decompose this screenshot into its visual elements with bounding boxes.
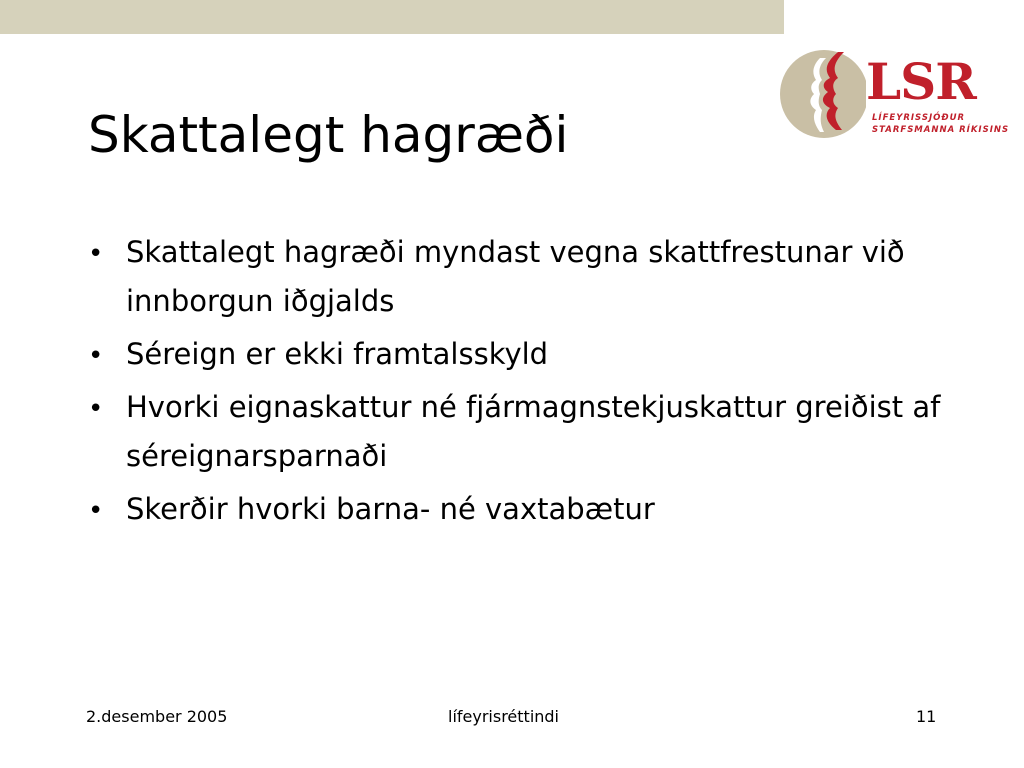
- bullet-text: Skattalegt hagræði myndast vegna skattfrestunar við innborgun iðgjalds: [126, 235, 905, 318]
- footer-date: 2.desember 2005: [86, 707, 228, 726]
- bullet-item: [86, 383, 946, 481]
- bullet-marker: •: [88, 394, 104, 424]
- logo-subtitle-line2: STARFSMANNA RÍKISINS: [872, 125, 1010, 135]
- lsr-logo: [776, 48, 1010, 140]
- bullet-text: Hvorki eignaskattur né fjármagnstekjuskattur greiðist af séreignarsparnaði: [126, 390, 941, 473]
- top-accent-bar: [0, 0, 784, 34]
- bullet-text: Séreign er ekki framtalsskyld: [126, 337, 549, 371]
- page-number: 11: [916, 707, 937, 726]
- bullet-marker: •: [88, 239, 104, 269]
- logo-subtitle-line1: LÍFEYRISSJÓÐUR: [872, 113, 966, 123]
- slide-title: Skattalegt hagræði: [88, 106, 569, 164]
- footer-title: lífeyrisréttindi: [448, 707, 559, 726]
- logo-letters: LSR: [866, 52, 976, 111]
- bullet-marker: •: [88, 496, 104, 526]
- bullet-marker: •: [88, 341, 104, 371]
- bullet-text: Skerðir hvorki barna- né vaxtabætur: [126, 492, 655, 526]
- logo-face-mark: [776, 48, 866, 140]
- bullet-item: [86, 485, 946, 534]
- bullet-item: [86, 228, 946, 326]
- bullet-list: [86, 228, 946, 538]
- logo-tan-circle: [780, 50, 866, 138]
- bullet-item: [86, 330, 946, 379]
